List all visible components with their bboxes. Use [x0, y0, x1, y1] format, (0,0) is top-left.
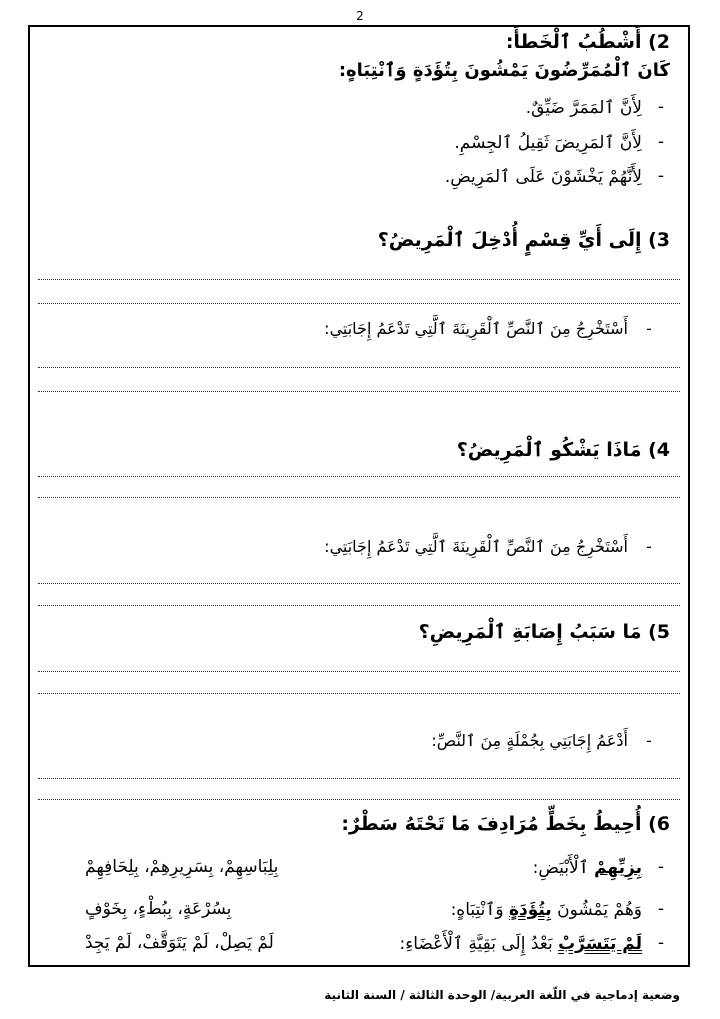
question-6-title: 6) أُحِيطُ بِخَطٍّ مُرَادِفَ مَا تَحْتَهُ سَطْرٌ: — [341, 813, 670, 835]
question-3-title: 3) إِلَى أَيِّ قِسْمٍ أُدْخِلَ ٱلْمَرِيضُ؟ — [377, 229, 670, 251]
bullet-dash: - — [657, 857, 665, 877]
bullet-dash: - — [646, 319, 652, 338]
question-4-evidence-prompt — [324, 537, 658, 556]
answer-line[interactable] — [38, 367, 680, 368]
bullet-dash: - — [657, 132, 665, 152]
answer-line[interactable] — [38, 799, 680, 800]
question-3-evidence-prompt — [324, 319, 658, 338]
answer-line[interactable] — [38, 583, 680, 584]
answer-line[interactable] — [38, 671, 680, 672]
question-2-option[interactable] — [526, 97, 670, 118]
underlined-word: لَمْ يَتَسَرَّبْ — [558, 934, 642, 954]
option-text: لِأَنَّهُمْ يَخْشَوْنَ عَلَى ٱلمَرِيضِ. — [444, 167, 642, 187]
sentence-text: بِزِيِّهِمْ ٱلْأَبْيَضِ: — [532, 858, 642, 878]
underlined-word: بِزِيِّهِمْ — [594, 858, 642, 878]
answer-line[interactable] — [38, 279, 680, 280]
evidence-text: أَسْتَخْرِجُ مِنَ ٱلنَّصِّ ٱلْقَرِينَةَ ٱلَّتِي تَدْعَمُ إِجَابَتِي: — [324, 537, 628, 556]
question-5-evidence-prompt — [431, 731, 658, 750]
question-2-title: 2) أَشْطُبُ ٱلْخَطأَ: — [505, 31, 670, 53]
answer-line[interactable] — [38, 693, 680, 694]
answer-line[interactable] — [38, 778, 680, 779]
evidence-text: أَسْتَخْرِجُ مِنَ ٱلنَّصِّ ٱلْقَرِينَةَ ٱلَّتِي تَدْعَمُ إِجَابَتِي: — [324, 319, 628, 338]
worksheet-frame — [28, 25, 690, 967]
bullet-dash: - — [657, 933, 665, 953]
synonym-row — [30, 933, 688, 959]
question-5-title: 5) مَا سَبَبُ إِصَابَةِ ٱلْمَرِيضِ؟ — [418, 621, 670, 643]
bullet-dash: - — [646, 731, 652, 750]
question-2-option[interactable] — [445, 166, 670, 187]
bullet-dash: - — [646, 537, 652, 556]
synonym-choices[interactable]: لَمْ يَصِلْ، لَمْ يَتَوَقَّفْ، لَمْ يَجِدْ — [85, 933, 274, 953]
bullet-dash: - — [657, 97, 665, 117]
evidence-text: أَدْعَمُ إِجَابَتِي بِجُمْلَةٍ مِنَ ٱلنَّصِّ: — [431, 731, 628, 750]
bullet-dash: - — [657, 899, 665, 919]
page-number: 2 — [356, 9, 364, 23]
answer-line[interactable] — [38, 303, 680, 304]
question-2-option[interactable] — [454, 132, 670, 153]
answer-line[interactable] — [38, 476, 680, 477]
underlined-word: بِتُؤَدَةٍ — [508, 900, 552, 920]
bullet-dash: - — [657, 166, 665, 186]
synonym-row — [30, 899, 688, 925]
answer-line[interactable] — [38, 391, 680, 392]
sentence-text: وَهُمْ يَمْشُونَ بِتُؤَدَةٍ وَٱنْتِبَاهٍ: — [450, 900, 642, 920]
synonym-sentence — [400, 933, 670, 954]
sentence-text: لَمْ يَتَسَرَّبْ بَعْدُ إِلَى بَقِيَّةِ ٱلْأَعْضَاءِ: — [399, 934, 642, 954]
page-footer: وضعية إدماجية في اللّغة العربية/ الوحدة الثالثة / السنة الثانية — [324, 988, 680, 1002]
option-text: لِأَنَّ ٱلمَرِيضَ ثَقِيلُ ٱلجِسْمِ. — [454, 133, 642, 153]
synonym-choices[interactable]: بِسُرْعَةٍ، بِبُطْءٍ، بِخَوْفٍ — [85, 899, 232, 919]
synonym-sentence — [451, 899, 670, 920]
option-text: لِأَنَّ ٱلمَمَرَّ ضَيِّقٌ. — [525, 98, 642, 118]
question-4-title: 4) مَاذَا يَشْكُو ٱلْمَرِيضُ؟ — [456, 439, 670, 461]
synonym-choices[interactable]: بِلِبَاسِهِمْ، بِسَرِيرِهِمْ، بِلِحَافِهِمْ — [85, 857, 279, 877]
answer-line[interactable] — [38, 605, 680, 606]
synonym-row — [30, 857, 688, 883]
synonym-sentence — [533, 857, 670, 878]
answer-line[interactable] — [38, 497, 680, 498]
question-2-statement: كَانَ ٱلْمُمَرِّضُونَ يَمْشُونَ بِتُؤَدَةٍ وَٱنْتِبَاهٍ: — [338, 60, 670, 81]
